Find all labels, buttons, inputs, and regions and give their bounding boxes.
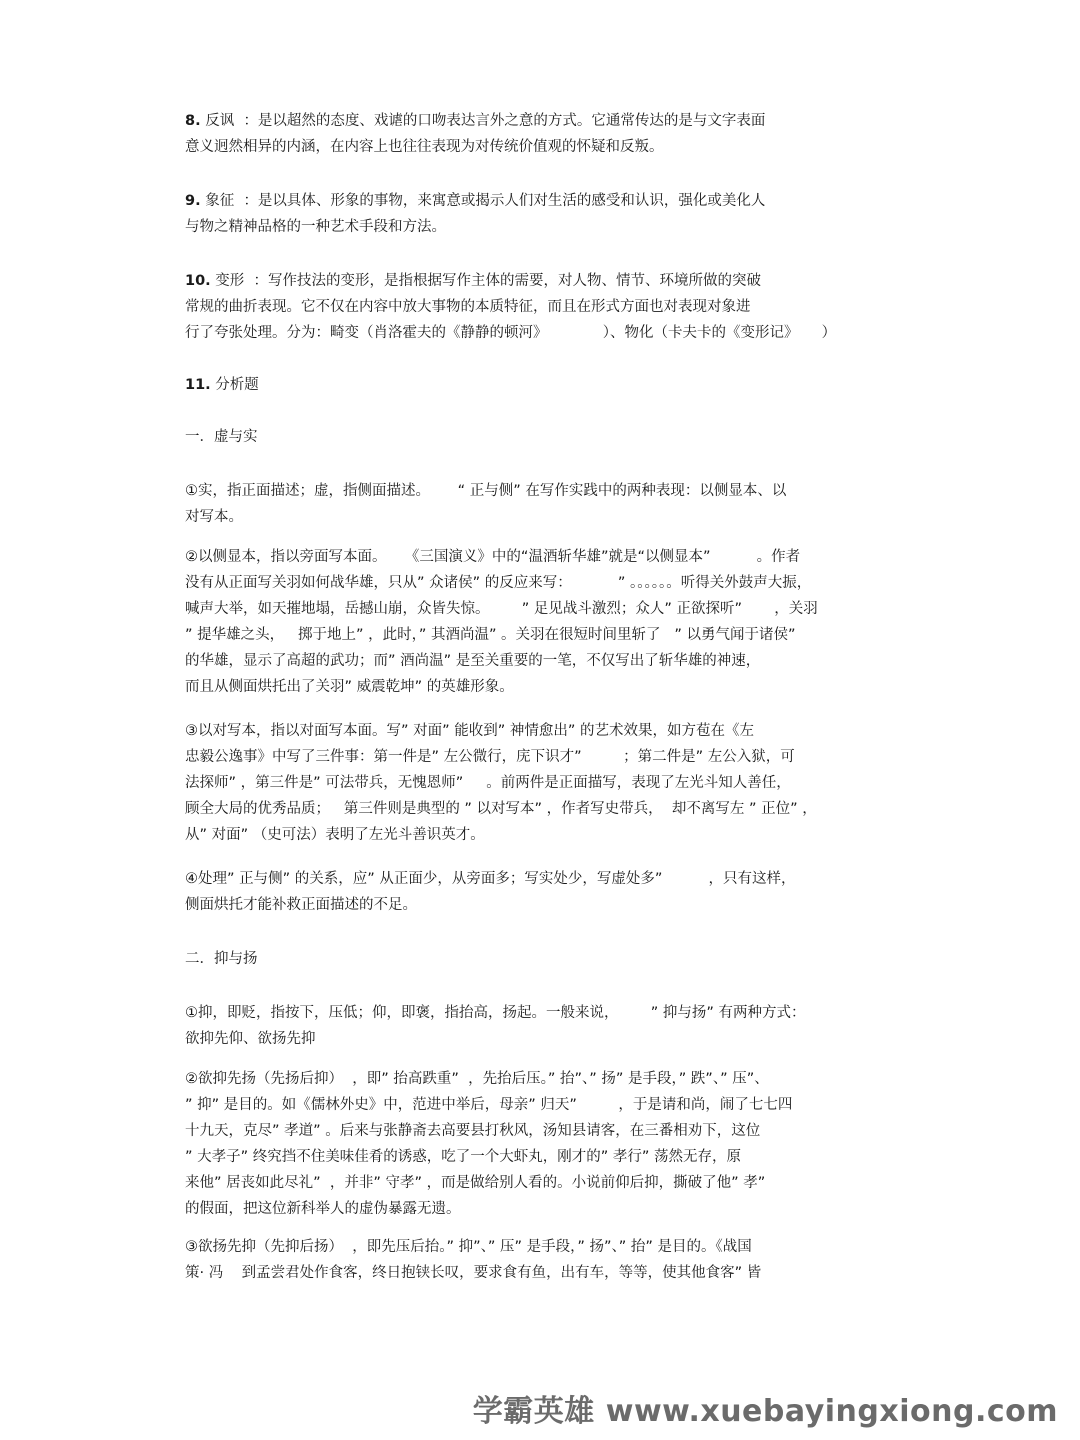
text-line: 欲抑先仰、欲扬先抑 bbox=[185, 1031, 316, 1047]
part-2-paragraph-3 bbox=[185, 1234, 761, 1286]
text-line: ” 大孝子” 终究挡不住美味佳肴的诱惑，吃了一个大虾丸，刚才的” 孝行” 荡然无存，原 bbox=[185, 1149, 741, 1165]
text-line: ①抑，即贬，指按下，压低；仰，即褒，指抬高，扬起。一般来说， ” 抑与扬” 有两种方式： bbox=[185, 1005, 806, 1021]
text-line: ③欲扬先抑（先抑后扬） ，即先压后抬。” 抑”、” 压” 是手段，” 扬”、” 抬” 是目的。《战国 bbox=[185, 1239, 752, 1255]
item-8-term: 反讽 bbox=[205, 113, 235, 129]
item-10 bbox=[185, 268, 836, 346]
text-line: ①实，指正面描述；虚，指侧面描述。 “ 正与侧” 在写作实践中的两种表现：以侧显本、以 bbox=[185, 483, 787, 499]
text-line: ③以对写本，指以对面写本面。写” 对面” 能收到” 神情愈出” 的艺术效果，如方苞在《左 bbox=[185, 723, 754, 739]
part-1-heading: 一．虚与实 bbox=[185, 429, 258, 445]
item-9 bbox=[185, 188, 765, 240]
part-1-paragraph-1 bbox=[185, 478, 786, 530]
item-11-number: 11. bbox=[185, 377, 211, 393]
part-2-paragraph-1 bbox=[185, 1000, 806, 1052]
part-1-paragraph-3 bbox=[185, 718, 817, 848]
item-10-line-3: 行了夸张处理。分为：畸变（肖洛霍夫的《静静的顿河》 ）、物化（卡夫卡的《变形记》 ） bbox=[185, 325, 837, 341]
text-line: ” 抑” 是目的。如《儒林外史》中，范进中举后，母亲” 归天” ，于是请和尚，闹了七七四 bbox=[185, 1097, 793, 1113]
text-line: ” 提华雄之头， 掷于地上” ，此时，” 其酒尚温” 。关羽在很短时间里斩了 ” 以勇气闻于诸侯” bbox=[185, 627, 796, 643]
text-line: ②以侧显本，指以旁面写本面。 《三国演义》中的“温酒斩华雄”就是“以侧显本” 。作者 bbox=[185, 549, 801, 565]
text-line: 的华雄，显示了高超的武功；而” 酒尚温” 是至关重要的一笔，不仅写出了斩华雄的神速， bbox=[185, 653, 761, 669]
text-line: 来他” 居丧如此尽礼” ，并非” 守孝” ，而是做给别人看的。小说前仰后抑，撕破了他” 孝” bbox=[185, 1175, 766, 1191]
text-line: 策· 冯 到孟尝君处作食客，终日抱铗长叹，要求食有鱼，出有车，等等，使其他食客” 皆 bbox=[185, 1265, 762, 1281]
part-1-paragraph-2 bbox=[185, 544, 818, 700]
text-line: 没有从正面写关羽如何战华雄，只从” 众诸侯” 的反应来写： ” 。。。。。。听得关外鼓声大振， bbox=[185, 575, 812, 591]
text-line: 侧面烘托才能补救正面描述的不足。 bbox=[185, 897, 417, 913]
item-9-line-2: 与物之精神品格的一种艺术手段和方法。 bbox=[185, 219, 446, 235]
text-line: 顾全大局的优秀品质； 第三件则是典型的 ” 以对写本” ，作者写史带兵， 却不离写左 ” 正位” ， bbox=[185, 801, 817, 817]
item-11-label: 分析题 bbox=[215, 377, 259, 393]
item-10-term: 变形 bbox=[215, 273, 245, 289]
text-line: 对写本。 bbox=[185, 509, 243, 525]
item-9-line-1: ：是以具体、形象的事物，来寓意或揭示人们对生活的感受和认识，强化或美化人 bbox=[243, 193, 766, 209]
text-line: 的假面，把这位新科举人的虚伪暴露无遗。 bbox=[185, 1201, 461, 1217]
item-10-line-1: ：写作技法的变形，是指根据写作主体的需要，对人物、情节、环境所做的突破 bbox=[253, 273, 762, 289]
item-8-line-2: 意义迥然相异的内涵，在内容上也往往表现为对传统价值观的怀疑和反叛。 bbox=[185, 139, 664, 155]
text-line: 喊声大举，如天摧地塌，岳撼山崩，众皆失惊。 ” 足见战斗激烈；众人” 正欲探听” ，关羽 bbox=[185, 601, 818, 617]
item-10-line-2: 常规的曲折表现。它不仅在内容中放大事物的本质特征，而且在形式方面也对表现对象进 bbox=[185, 299, 751, 315]
part-2-heading: 二．抑与扬 bbox=[185, 951, 258, 967]
part-1-paragraph-4 bbox=[185, 866, 795, 918]
item-9-number: 9. bbox=[185, 193, 201, 209]
part-2-paragraph-2 bbox=[185, 1066, 792, 1222]
text-line: 法探师” ，第三件是” 可法带兵，无愧恩师” 。前两件是正面描写，表现了左光斗知人善任， bbox=[185, 775, 791, 791]
text-line: ④处理” 正与侧” 的关系，应” 从正面少，从旁面多；写实处少，写虚处多” ，只有这样， bbox=[185, 871, 796, 887]
item-9-term: 象征 bbox=[205, 193, 235, 209]
text-line: 而且从侧面烘托出了关羽” 威震乾坤” 的英雄形象。 bbox=[185, 679, 514, 695]
item-8 bbox=[185, 108, 765, 160]
item-8-number: 8. bbox=[185, 113, 201, 129]
item-8-line-1: ：是以超然的态度、戏谑的口吻表达言外之意的方式。它通常传达的是与文字表面 bbox=[243, 113, 766, 129]
text-line: ②欲抑先扬（先扬后抑） ，即” 抬高跌重” ，先抬后压。” 抬”、” 扬” 是手段，” 跌”、” 压”、 bbox=[185, 1071, 769, 1087]
text-line: 从” 对面” （史可法）表明了左光斗善识英才。 bbox=[185, 827, 485, 843]
item-11-title bbox=[185, 372, 259, 398]
item-10-number: 10. bbox=[185, 273, 211, 289]
text-line: 十九天，克尽” 孝道” 。后来与张静斋去高要县打秋风，汤知县请客，在三番相劝下，这位 bbox=[185, 1123, 761, 1139]
site-watermark: 学霸英雄 www.xuebayingxiong.com bbox=[472, 1394, 1058, 1429]
text-line: 忠毅公逸事》中写了三件事：第一件是” 左公微行，庑下识才” ；第二件是” 左公入狱，可 bbox=[185, 749, 795, 765]
